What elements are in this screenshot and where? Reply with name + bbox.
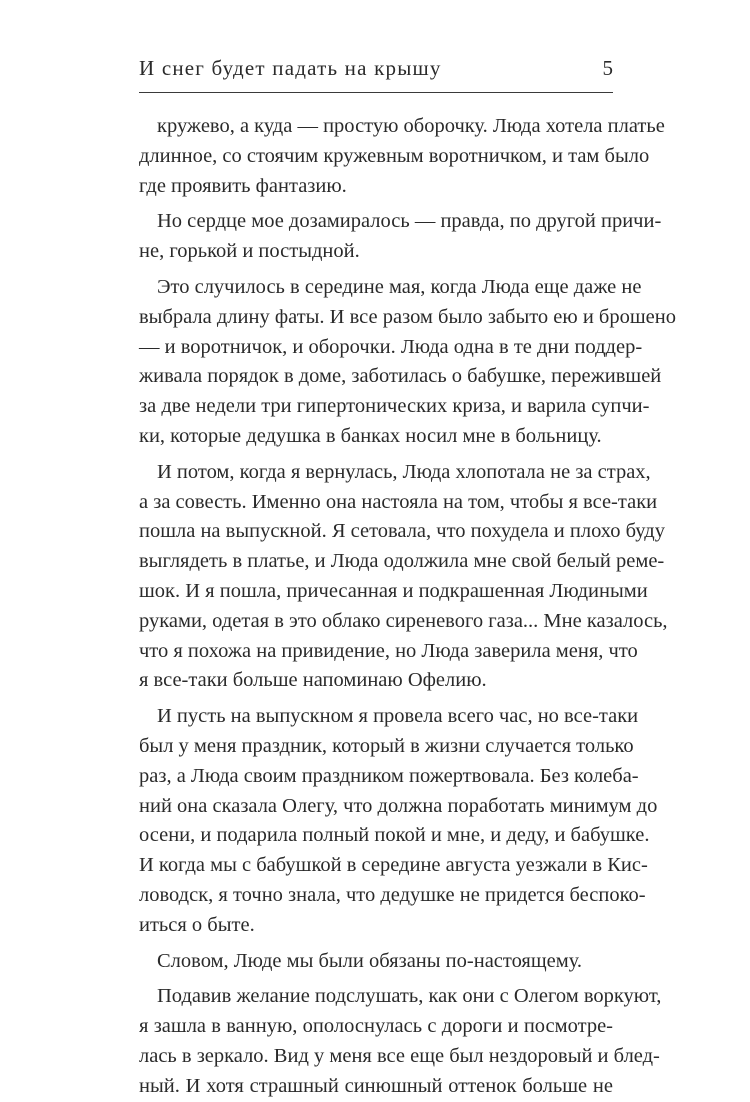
header-divider <box>139 92 613 93</box>
text-line: я зашла в ванную, ополоснулась с дороги и посмотре- <box>139 1015 613 1038</box>
text-line: пошла на выпускной. Я сетовала, что похудела и плохо буду <box>139 520 665 543</box>
text-line: был у меня праздник, который в жизни случается только <box>139 734 634 757</box>
text-line: что я похожа на привидение, но Люда заверила меня, что <box>139 639 638 662</box>
running-title: И снег будет падать на крышу <box>139 56 442 80</box>
text-line: — и воротничок, и оборочки. Люда одна в те дни поддер- <box>139 335 643 358</box>
text-line: а за совесть. Именно она настояла на том, чтобы я все-таки <box>139 490 658 513</box>
text-line: И пусть на выпускном я провела всего час, но все-таки <box>157 705 639 728</box>
text-line: где проявить фантазию. <box>139 174 347 197</box>
text-line: лась в зеркало. Вид у меня все еще был нездоровый и блед- <box>139 1044 660 1067</box>
text-line: кружево, а куда — простую оборочку. Люда хотела платье <box>157 115 665 137</box>
running-head <box>139 56 613 88</box>
page-number: 5 <box>602 56 613 80</box>
text-line: Словом, Люде мы были обязаны по-настоящему. <box>157 949 583 972</box>
text-line: Но сердце мое дозамиралось — правда, по другой причи- <box>157 210 662 233</box>
text-line: выглядеть в платье, и Люда одолжила мне свой белый реме- <box>139 550 665 573</box>
text-line: раз, а Люда своим праздником пожертвовала. Без колеба- <box>139 764 639 787</box>
text-line: я все-таки больше напоминаю Офелию. <box>139 669 487 692</box>
text-line: выбрала длину фаты. И все разом было забыто ею и брошено <box>139 305 676 328</box>
text-line: за две недели три гипертонических криза, и варила супчи- <box>139 395 650 418</box>
text-line: ный. И хотя страшный синюшный оттенок больше не <box>139 1074 613 1097</box>
text-line: осени, и подарила полный покой и мне, и деду, и бабушке. <box>139 824 650 847</box>
text-line: ки, которые дедушка в банках носил мне в больницу. <box>139 424 602 447</box>
text-line: длинное, со стоячим кружевным воротничком, и там было <box>139 144 650 167</box>
body-text <box>139 112 676 1102</box>
text-line: И потом, когда я вернулась, Люда хлопотала не за страх, <box>157 460 651 483</box>
text-line: не, горькой и постыдной. <box>139 240 360 263</box>
text-line: Подавив желание подслушать, как они с Олегом воркуют, <box>157 985 662 1008</box>
text-line: живала порядок в доме, заботилась о бабушке, пережившей <box>139 365 662 388</box>
text-line: Это случилось в середине мая, когда Люда еще даже не <box>157 275 642 298</box>
text-line: шок. И я пошла, причесанная и подкрашенная Людиными <box>139 579 648 602</box>
text-line: ловодск, я точно знала, что дедушке не придется беспоко- <box>139 883 646 906</box>
text-line: И когда мы с бабушкой в середине августа уезжали в Кис- <box>139 854 648 877</box>
text-line: иться о быте. <box>139 913 255 936</box>
text-line: руками, одетая в это облако сиреневого газа... Мне казалось, <box>139 609 668 632</box>
text-line: ний она сказала Олегу, что должна поработать минимум до <box>139 794 658 817</box>
